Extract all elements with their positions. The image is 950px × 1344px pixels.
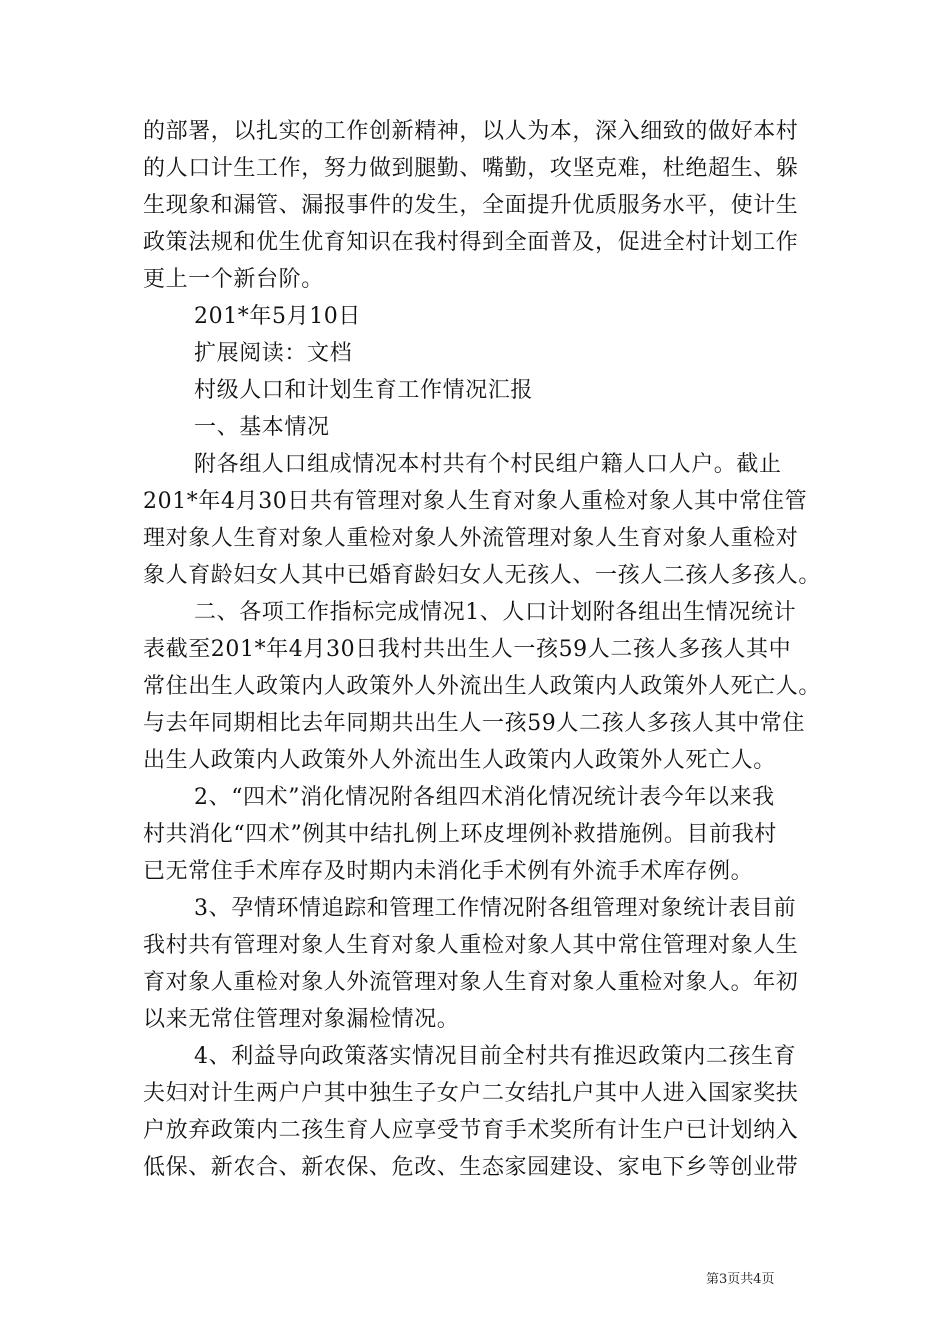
text-line: 的部署，以扎实的工作创新精神，以人为本，深入细致的做好本村 bbox=[143, 119, 799, 144]
text-line: 一、基本情况 bbox=[194, 415, 330, 440]
text-line: 出生人政策内人政策外人外流出生人政策内人政策外人死亡人。 bbox=[143, 748, 776, 773]
text-line: 表截至201*年4月30日我村共出生人一孩59人二孩人多孩人其中 bbox=[143, 637, 792, 662]
text-line: 育对象人重检对象人外流管理对象人生育对象人重检对象人。年初 bbox=[143, 970, 799, 995]
text-line: 生现象和漏管、漏报事件的发生，全面提升优质服务水平，使计生 bbox=[143, 193, 799, 218]
text-line: 常住出生人政策内人政策外人外流出生人政策内人政策外人死亡人。 bbox=[143, 674, 822, 699]
text-line: 4、利益导向政策落实情况目前全村共有推迟政策内二孩生育 bbox=[194, 1044, 797, 1069]
text-line: 二、各项工作指标完成情况1、人口计划附各组出生情况统计 bbox=[194, 600, 797, 625]
text-line: 低保、新农合、新农保、危改、生态家园建设、家电下乡等创业带 bbox=[143, 1155, 799, 1180]
text-line: 政策法规和优生优育知识在我村得到全面普及，促进全村计划工作 bbox=[143, 230, 799, 255]
text-line: 村级人口和计划生育工作情况汇报 bbox=[194, 378, 534, 403]
text-line: 理对象人生育对象人重检对象人外流管理对象人生育对象人重检对 bbox=[143, 526, 799, 551]
text-line: 以来无常住管理对象漏检情况。 bbox=[143, 1007, 460, 1032]
text-line: 的人口计生工作，努力做到腿勤、嘴勤，攻坚克难，杜绝超生、躲 bbox=[143, 156, 799, 181]
text-line: 村共消化“四术”例其中结扎例上环皮埋例补救措施例。目前我村 bbox=[143, 822, 777, 847]
text-line: 我村共有管理对象人生育对象人重检对象人其中常住管理对象人生 bbox=[143, 933, 799, 958]
text-line: 已无常住手术库存及时期内未消化手术例有外流手术库存例。 bbox=[143, 859, 754, 884]
text-line: 201*年4月30日共有管理对象人生育对象人重检对象人其中常住管 bbox=[143, 489, 808, 514]
page-footer: 第3页共4页 bbox=[706, 1272, 775, 1287]
document-body bbox=[143, 113, 822, 1186]
text-line: 更上一个新台阶。 bbox=[143, 267, 324, 292]
text-line: 夫妇对计生两户户其中独生子女户二女结扎户其中人进入国家奖扶 bbox=[143, 1081, 799, 1106]
text-line: 扩展阅读：文档 bbox=[194, 341, 353, 366]
text-line: 附各组人口组成情况本村共有个村民组户籍人口人户。截止 bbox=[194, 452, 782, 477]
text-line: 2、“四术”消化情况附各组四术消化情况统计表今年以来我 bbox=[194, 785, 775, 810]
text-line: 3、孕情环情追踪和管理工作情况附各组管理对象统计表目前 bbox=[194, 896, 797, 921]
text-line: 与去年同期相比去年同期共出生人一孩59人二孩人多孩人其中常住 bbox=[143, 711, 805, 736]
text-line: 户放弃政策内二孩生育人应享受节育手术奖所有计生户已计划纳入 bbox=[143, 1118, 799, 1143]
text-line: 象人育龄妇女人其中已婚育龄妇女人无孩人、一孩人二孩人多孩人。 bbox=[143, 563, 822, 588]
text-line: 201*年5月10日 bbox=[194, 304, 361, 329]
